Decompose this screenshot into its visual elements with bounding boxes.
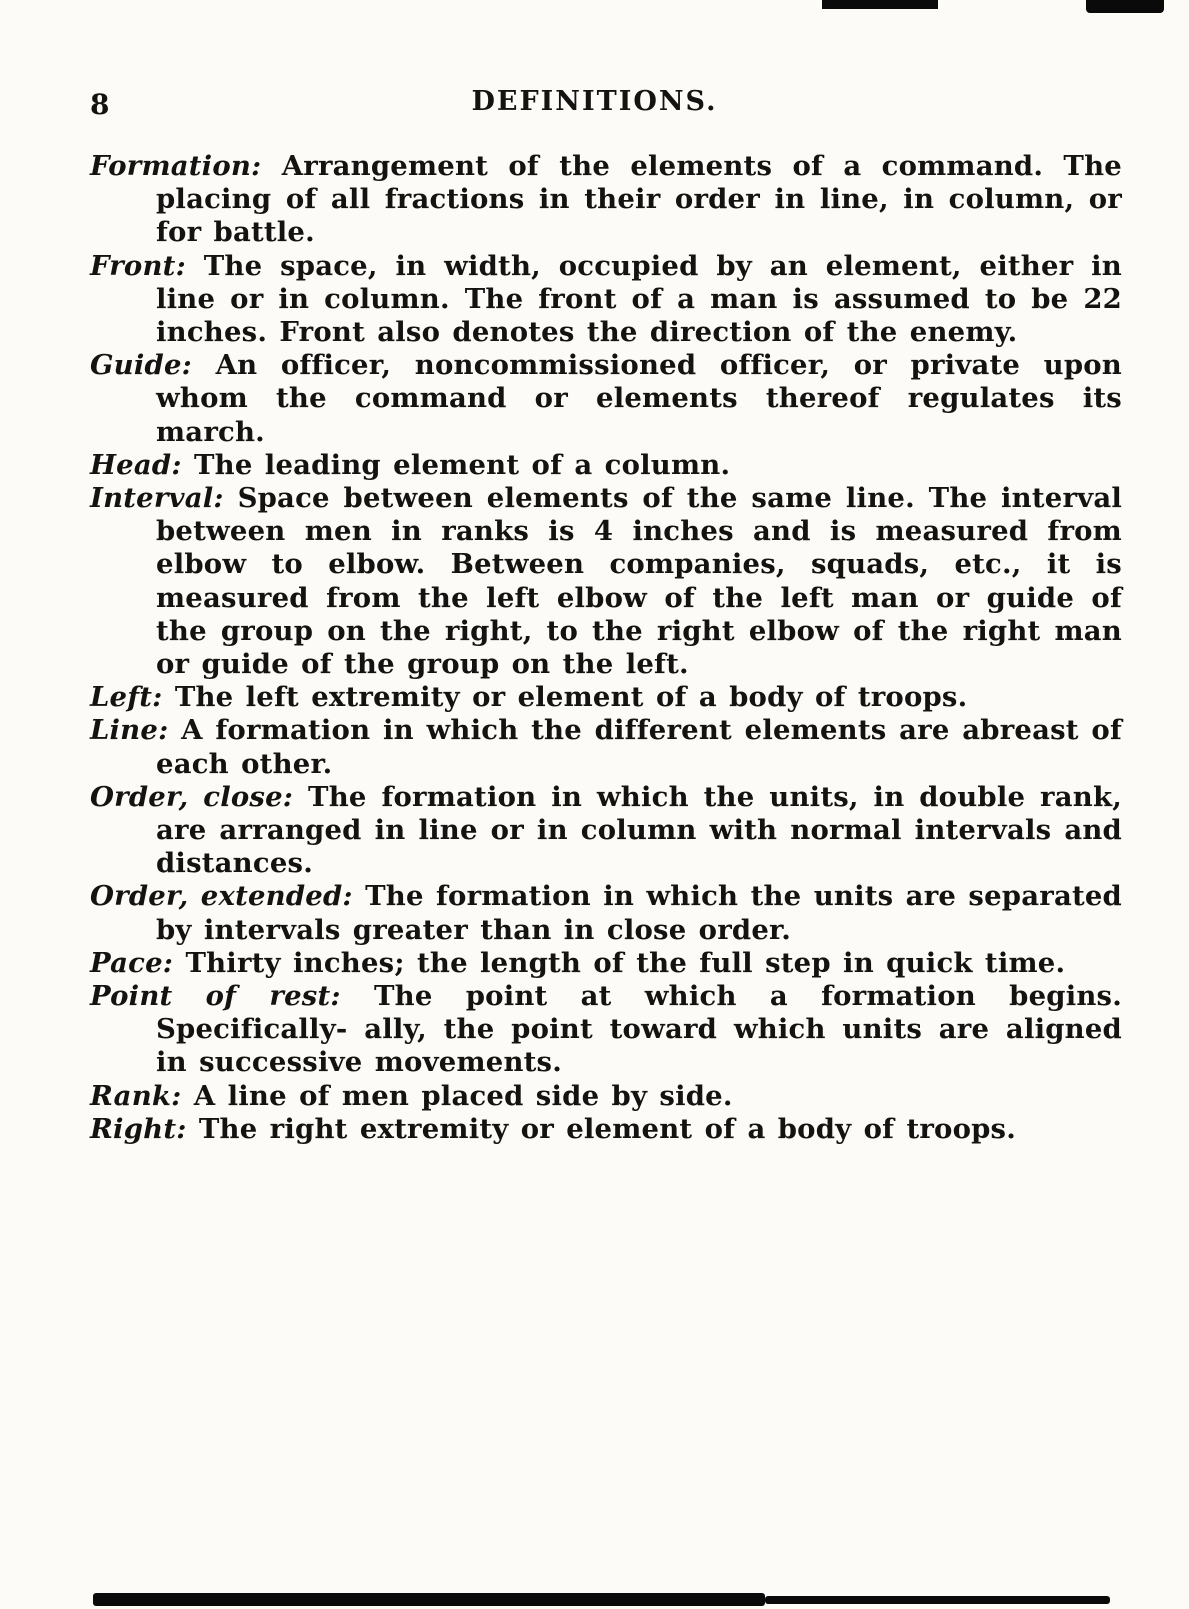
scan-artifact-top-right-bar [1086, 0, 1164, 13]
page-title: DEFINITIONS. [471, 86, 718, 117]
definition-separator [173, 947, 185, 979]
definition-term: Order, close: [90, 780, 294, 813]
definition-separator [186, 250, 204, 282]
definition-entry [90, 1113, 1122, 1146]
definition-term: Line: [90, 714, 169, 747]
definition-entry [90, 349, 1122, 449]
definition-separator [182, 449, 194, 481]
definition-entry [90, 449, 1122, 482]
definition-text: The left extremity or element of a body of troops. [174, 681, 968, 714]
definition-term: Front: [90, 249, 186, 282]
definition-text: Thirty inches; the length of the full step in quick time. [185, 946, 1066, 979]
definition-term: Right: [90, 1112, 187, 1145]
definition-term: Order, extended: [90, 880, 353, 913]
scan-artifact-top-left-bar [822, 0, 938, 9]
definition-text: An officer, noncommissioned officer, or private upon whom the command or elements thereof regulates its march. [156, 349, 1122, 448]
definition-entry [90, 947, 1122, 980]
definition-term: Interval: [90, 482, 224, 515]
definition-entry [90, 681, 1122, 714]
definition-text: A formation in which the different elements are abreast of each other. [156, 714, 1122, 780]
definition-text: The right extremity or element of a body of troops. [198, 1112, 1017, 1145]
definition-separator [261, 150, 281, 182]
definition-separator [187, 1113, 199, 1145]
definition-entry [90, 980, 1122, 1080]
definition-separator [182, 1080, 194, 1112]
definition-text: Arrangement of the elements of a command. The placing of all fractions in their order in line, in column, or for battle. [156, 150, 1122, 249]
definition-entry [90, 1080, 1122, 1113]
definition-text: The formation in which the units are separated by intervals greater than in close order. [156, 880, 1122, 946]
definition-text: The space, in width, occupied by an element, either in line or in column. The front of a man is assumed to be 22 inches. Front also denotes the direction of the enemy. [156, 249, 1122, 349]
definitions-list [90, 150, 1122, 1146]
definition-entry [90, 714, 1122, 780]
definition-text: The point at which a formation begins. Specifically- ally, the point toward which units are aligned in successive movements. [156, 980, 1123, 1079]
scan-artifact-bottom-bar [93, 1593, 765, 1606]
definition-text: The formation in which the units, in double rank, are arranged in line or in column with normal intervals and distances. [156, 780, 1122, 880]
definition-term: Point of rest: [90, 980, 341, 1013]
definition-entry [90, 880, 1122, 946]
definition-separator [192, 349, 216, 381]
definition-entry [90, 250, 1122, 350]
definition-term: Formation: [90, 150, 262, 182]
definition-term: Head: [90, 448, 182, 481]
definition-separator [341, 980, 374, 1012]
definition-separator [293, 781, 308, 813]
definition-separator [353, 880, 365, 912]
definition-separator [168, 714, 181, 746]
definition-term: Rank: [90, 1079, 182, 1112]
page-number: 8 [90, 88, 110, 121]
definition-text: The leading element of a column. [193, 448, 731, 481]
definition-term: Pace: [90, 946, 174, 979]
definition-separator [163, 681, 175, 713]
definition-text: A line of men placed side by side. [193, 1079, 733, 1112]
definition-entry [90, 150, 1122, 250]
definition-entry [90, 482, 1122, 681]
definition-text: Space between elements of the same line. The interval between men in ranks is 4 inches and is measured from elbow to elbow. Between companies, squads, etc., it is measured from the left elbow of the left man or guide of the group on the right, to the right elbow of the right man or guide of the group on the left. [156, 482, 1122, 681]
definition-term: Left: [90, 681, 163, 714]
definition-separator [224, 482, 238, 514]
page-header [0, 86, 1189, 126]
scan-artifact-bottom-bar-2 [765, 1596, 1110, 1604]
definition-term: Guide: [90, 349, 193, 382]
definition-entry [90, 781, 1122, 881]
